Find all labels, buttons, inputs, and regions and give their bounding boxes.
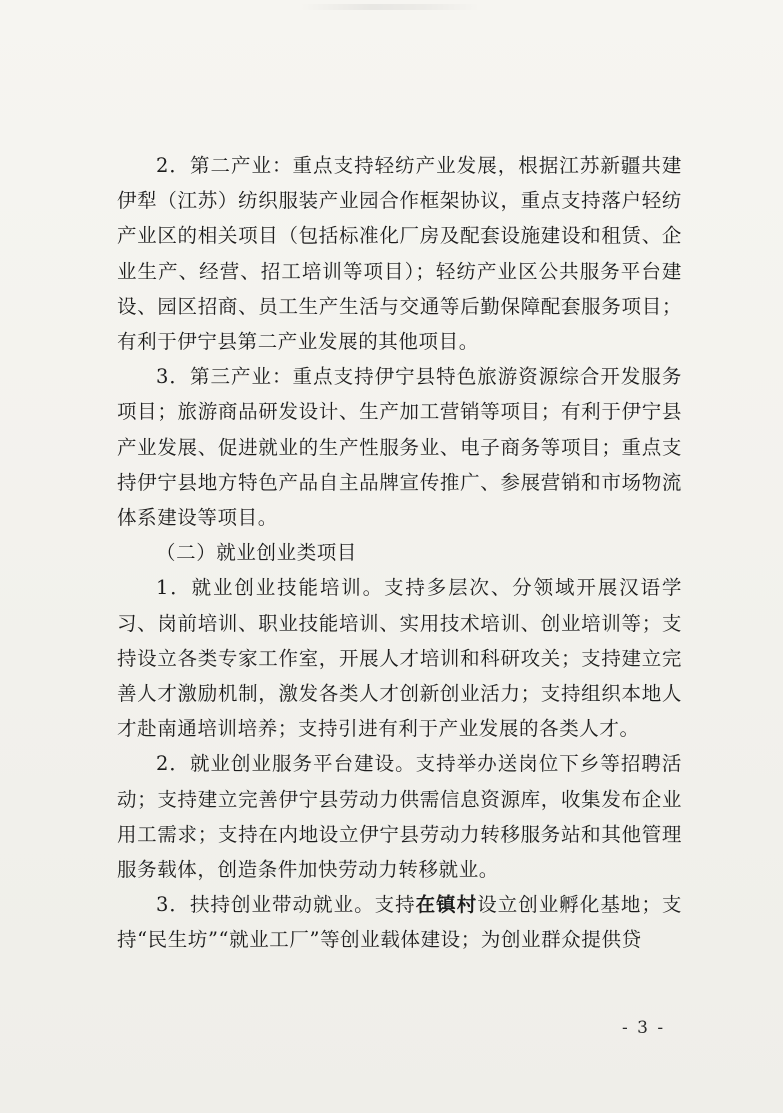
paragraph-tertiary-industry: 3．第三产业：重点支持伊宁县特色旅游资源综合开发服务项目；旅游商品研发设计、生产加工营销等项目；有利于伊宁县产业发展、促进就业的生产性服务业、电子商务等项目；重点支持伊宁县地方特色产品自主品牌宣传推广、参展营销和市场物流体系建设等项目。 [117, 365, 682, 530]
page-number: - 3 - [622, 1018, 666, 1038]
section-heading-employment: （二）就业创业类项目 [156, 541, 358, 565]
paragraph-service-platform: 2．就业创业服务平台建设。支持举办送岗位下乡等招聘活动；支持建立完善伊宁县劳动力供需信息资源库，收集发布企业用工需求；支持在内地设立伊宁县劳动力转移服务站和其他管理服务载体，创造条件加快劳动力转移就业。 [117, 752, 682, 882]
paragraph-secondary-industry: 2．第二产业：重点支持轻纺产业发展，根据江苏新疆共建伊犁（江苏）纺织服装产业园合作框架协议，重点支持落户轻纺产业区的相关项目（包括标准化厂房及配套设施建设和租赁、企业生产、经营、招工培训等项目）；轻纺产业区公共服务平台建设、园区招商、员工生产生活与交通等后勤保障配套服务项目；有利于伊宁县第二产业发展的其他项目。 [117, 154, 682, 354]
scan-artifact [300, 4, 480, 10]
paragraph-startup-text-after: 设立创业孵化基地；支持“民生坊”“就业工厂”等创业载体建设；为创业群众提供贷 [117, 893, 682, 952]
paragraph-startup-text-before: 3．扶持创业带动就业。支持 [156, 893, 416, 917]
paragraph-startup-support [117, 887, 682, 957]
paragraph-skills-training: 1．就业创业技能培训。支持多层次、分领域开展汉语学习、岗前培训、职业技能培训、实用技术培训、创业培训等；支持设立各类专家工作室，开展人才培训和科研攻关；支持建立完善人才激励机制，激发各类人才创新创业活力；支持组织本地人才赴南通培训培养；支持引进有利于产业发展的各类人才。 [117, 576, 682, 741]
paragraph-startup-text-bold: 在镇村 [415, 893, 478, 917]
document-body [117, 148, 682, 958]
